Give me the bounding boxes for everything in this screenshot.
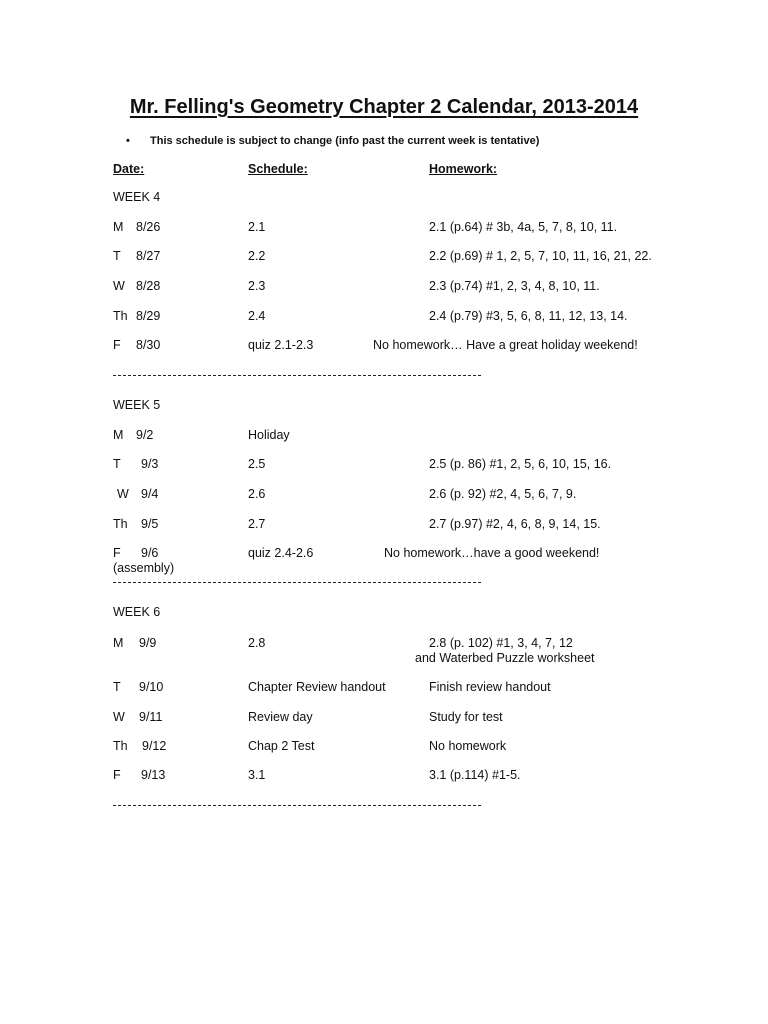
date-cell: 9/2 — [136, 428, 154, 442]
week-label: WEEK 6 — [113, 605, 161, 619]
homework-cell: Finish review handout — [429, 680, 551, 694]
schedule-cell: 3.1 — [248, 768, 266, 782]
date-cell: 8/27 — [136, 249, 161, 263]
date-cell: 9/5 — [141, 517, 159, 531]
schedule-cell: Chap 2 Test — [248, 739, 315, 753]
week-label: WEEK 4 — [113, 190, 161, 204]
schedule-note-text: This schedule is subject to change (info past the current week is tentative) — [150, 135, 540, 147]
homework-cell-line2: and Waterbed Puzzle worksheet — [415, 651, 595, 665]
schedule-cell: Chapter Review handout — [248, 680, 386, 694]
date-cell: 9/4 — [141, 487, 159, 501]
homework-cell: 2.8 (p. 102) #1, 3, 4, 7, 12 — [429, 636, 573, 650]
schedule-cell: 2.1 — [248, 220, 266, 234]
homework-cell: 2.1 (p.64) # 3b, 4a, 5, 7, 8, 10, 11. — [429, 220, 618, 234]
homework-cell: 2.4 (p.79) #3, 5, 6, 8, 11, 12, 13, 14. — [429, 309, 628, 323]
day-cell: Th — [113, 517, 128, 531]
date-cell: 9/9 — [139, 636, 157, 650]
date-cell: 8/30 — [136, 338, 161, 352]
day-cell: T — [113, 249, 121, 263]
day-cell: W — [113, 279, 125, 293]
homework-cell: No homework…have a good weekend! — [384, 546, 600, 560]
date-cell: 8/29 — [136, 309, 161, 323]
date-cell: 9/3 — [141, 457, 159, 471]
homework-cell: 2.5 (p. 86) #1, 2, 5, 6, 10, 15, 16. — [429, 457, 612, 471]
schedule-note — [126, 135, 540, 147]
date-note: (assembly) — [113, 561, 175, 575]
schedule-cell: 2.4 — [248, 309, 266, 323]
day-cell: F — [113, 338, 121, 352]
date-cell: 9/13 — [141, 768, 166, 782]
day-cell: F — [113, 546, 121, 560]
week-separator — [113, 375, 481, 376]
day-cell: Th — [113, 309, 128, 323]
schedule-cell: 2.7 — [248, 517, 266, 531]
date-cell: 9/6 — [141, 546, 159, 560]
date-cell: 8/28 — [136, 279, 161, 293]
day-cell: Th — [113, 739, 128, 753]
date-column-header: Date: — [113, 162, 145, 176]
homework-cell: 2.7 (p.97) #2, 4, 6, 8, 9, 14, 15. — [429, 517, 601, 531]
day-cell: W — [113, 710, 125, 724]
schedule-cell: Holiday — [248, 428, 290, 442]
day-cell: W — [117, 487, 129, 501]
day-cell: F — [113, 768, 121, 782]
schedule-cell: 2.2 — [248, 249, 266, 263]
day-cell: M — [113, 428, 124, 442]
schedule-column-header: Schedule: — [248, 162, 308, 176]
page-title: Mr. Felling's Geometry Chapter 2 Calendar, 2013-2014 — [129, 96, 639, 118]
homework-cell: 3.1 (p.114) #1-5. — [429, 768, 521, 782]
schedule-cell: quiz 2.4-2.6 — [248, 546, 314, 560]
homework-cell: Study for test — [429, 710, 503, 724]
homework-column-header: Homework: — [429, 162, 498, 176]
schedule-cell: 2.6 — [248, 487, 266, 501]
week-label: WEEK 5 — [113, 398, 161, 412]
homework-cell: No homework… Have a great holiday weekend! — [373, 338, 638, 352]
schedule-cell: 2.3 — [248, 279, 266, 293]
homework-cell: 2.6 (p. 92) #2, 4, 5, 6, 7, 9. — [429, 487, 577, 501]
day-cell: M — [113, 636, 124, 650]
schedule-cell: 2.5 — [248, 457, 266, 471]
week-separator — [113, 805, 481, 806]
day-cell: T — [113, 680, 121, 694]
date-cell: 9/12 — [142, 739, 167, 753]
day-cell: M — [113, 220, 124, 234]
week-separator — [113, 582, 481, 583]
schedule-cell: 2.8 — [248, 636, 266, 650]
date-cell: 9/11 — [139, 710, 163, 724]
day-cell: T — [113, 457, 121, 471]
homework-cell: 2.2 (p.69) # 1, 2, 5, 7, 10, 11, 16, 21, 22. — [429, 249, 652, 263]
schedule-cell: quiz 2.1-2.3 — [248, 338, 314, 352]
date-cell: 9/10 — [139, 680, 164, 694]
schedule-cell: Review day — [248, 710, 313, 724]
homework-cell: No homework — [429, 739, 507, 753]
homework-cell: 2.3 (p.74) #1, 2, 3, 4, 8, 10, 11. — [429, 279, 600, 293]
date-cell: 8/26 — [136, 220, 161, 234]
bullet-icon: • — [126, 135, 130, 147]
